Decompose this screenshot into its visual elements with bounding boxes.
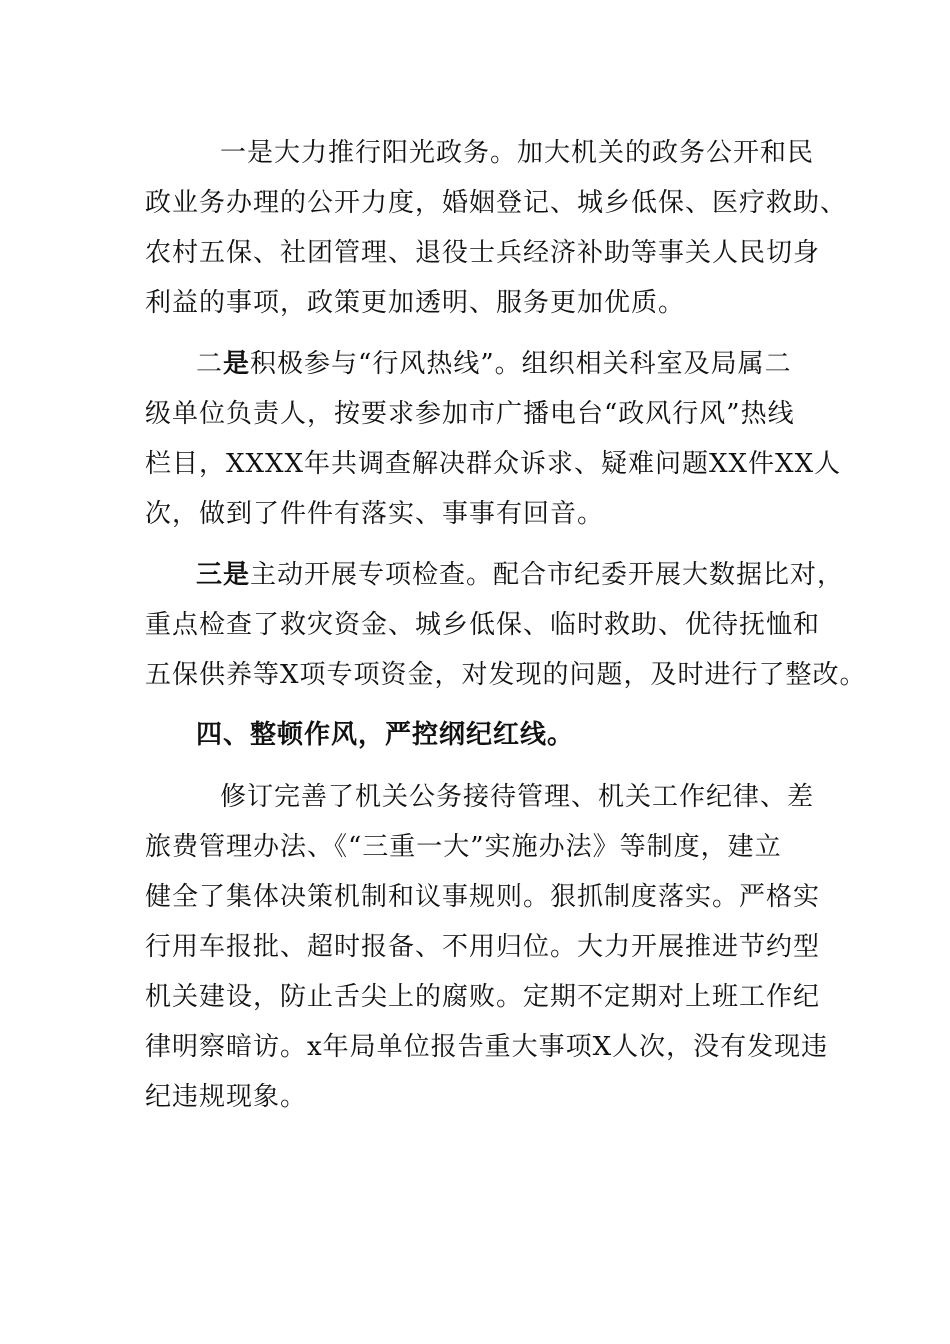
para3-text-1: 主动开展专项检查。配合市纪委开展大数据比对， xyxy=(250,560,845,590)
para4-line-2: 旅费管理办法、《“三重一大”实施办法》等制度，建立 xyxy=(145,832,782,862)
para1-line-1 xyxy=(220,136,814,170)
para2-line-4: 次，做到了件件有落实、事事有回音。 xyxy=(145,499,605,529)
para2-line-1 xyxy=(196,347,792,381)
para1-lead: 一是 xyxy=(220,138,275,168)
para2-lead-plain: 二 xyxy=(196,349,224,379)
para2-line-3: 栏目，XXXX年共调查解决群众诉求、疑难问题XX件XX人 xyxy=(145,449,842,479)
para3-line-2: 重点检查了救灾资金、城乡低保、临时救助、优待抚恤和 xyxy=(145,610,821,640)
para4-line-4: 行用车报批、超时报备、不用归位。大力开展推进节约型 xyxy=(145,932,821,962)
para3-lead: 三是 xyxy=(196,560,251,590)
para1-line-4: 利益的事项，政策更加透明、服务更加优质。 xyxy=(145,288,686,318)
para4-line-7: 纪违规现象。 xyxy=(145,1082,308,1112)
para2-lead-bold: 是 xyxy=(223,349,251,379)
para4-line-6: 律明察暗访。x年局单位报告重大事项X人次，没有发现违 xyxy=(145,1032,829,1062)
para3-line-3: 五保供养等X项专项资金，对发现的问题，及时进行了整改。 xyxy=(145,660,867,690)
para4-line-3: 健全了集体决策机制和议事规则。狠抓制度落实。严格实 xyxy=(145,882,821,912)
para1-line-2: 政业务办理的公开力度，婚姻登记、城乡低保、医疗救助、 xyxy=(145,188,848,218)
section-heading-4: 四、整顿作风，严控纲纪红线。 xyxy=(196,720,575,750)
para1-text-1: 大力推行阳光政务。加大机关的政务公开和民 xyxy=(274,138,815,168)
para4-line-1: 修订完善了机关公务接待管理、机关工作纪律、差 xyxy=(220,782,815,812)
para3-line-1 xyxy=(196,558,844,592)
para2-line-2: 级单位负责人，按要求参加市广播电台“政风行风”热线 xyxy=(145,399,795,429)
para1-line-3: 农村五保、社团管理、退役士兵经济补助等事关人民切身 xyxy=(145,238,821,268)
para4-line-5: 机关建设，防止舌尖上的腐败。定期不定期对上班工作纪 xyxy=(145,982,821,1012)
para2-text-1: 积极参与“行风热线”。组织相关科室及局属二 xyxy=(250,349,792,379)
